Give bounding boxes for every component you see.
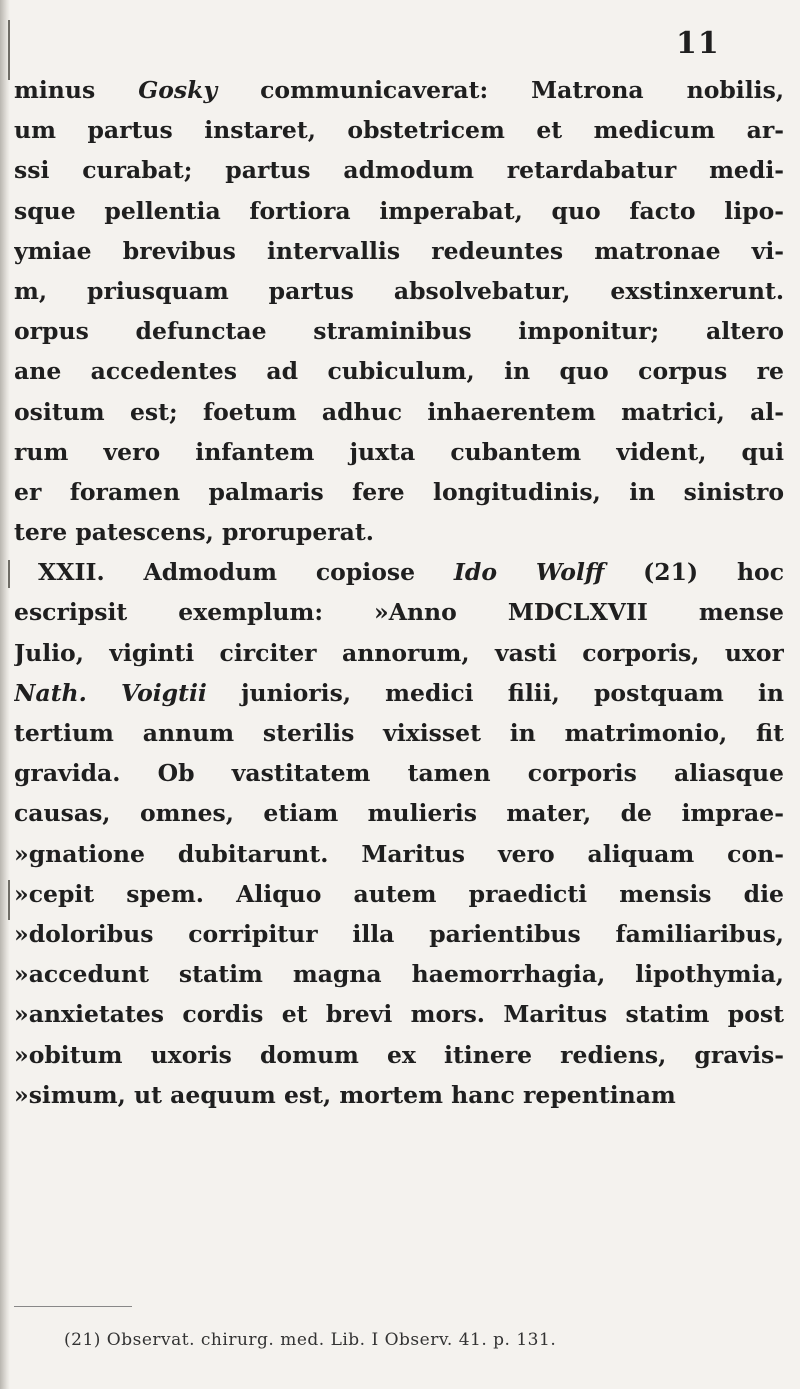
text-segment: er foramen palmaris fere longitudinis, in sinistro [14,477,784,506]
text-line [14,70,784,110]
italic-name: Gosky [138,76,218,104]
text-segment: tertium annum sterilis vixisset in matrimonio, fit [14,719,784,747]
text-line [14,713,784,753]
text-body [14,70,784,1115]
text-segment: gravida. Ob vastitatem tamen corporis aliasque [14,759,784,788]
text-line [14,874,784,914]
text-line [14,191,784,231]
page-edge-mark [8,560,10,588]
text-segment: rum vero infantem juxta cubantem vident, qui [14,437,784,466]
paragraph-case-22 [14,552,784,1115]
text-segment: »gnatione dubitarunt. Maritus vero aliquam con- [14,839,784,868]
text-segment: tere patescens, proruperat. [14,518,374,547]
text-line [14,592,784,632]
text-segment: orpus defunctae straminibus imponitur; altero [14,317,784,346]
paragraph-case-21 [14,70,784,552]
text-line [14,753,784,793]
page-spine [0,0,10,1389]
text-line [14,673,784,713]
text-line [14,633,784,673]
text-line [14,834,784,874]
text-segment: ymiae brevibus intervallis redeuntes matronae vi- [14,236,784,265]
text-line [14,271,784,311]
page-edge-mark [8,880,10,920]
footnote-divider [14,1306,132,1307]
text-segment: um partus instaret, obstetricem et medicum ar- [14,116,784,145]
text-segment: junioris, medici filii, postquam in [206,678,784,707]
page-edge-mark [8,20,10,80]
text-line [14,392,784,432]
text-line [14,512,784,552]
text-segment: ositum est; foetum adhuc inhaerentem matrici, al- [14,397,784,426]
page-number: 11 [676,26,720,61]
text-segment: »simum, ut aequum est, mortem hanc repentinam [14,1080,676,1109]
text-segment: ssi curabat; partus admodum retardabatur medi- [14,156,784,185]
text-segment: sque pellentia fortiora imperabat, quo facto lipo- [14,196,784,225]
text-line [14,150,784,190]
text-line [14,311,784,351]
text-segment: »obitum uxoris domum ex itinere rediens, gravis- [14,1040,784,1069]
text-line [14,793,784,833]
text-line [14,1075,784,1115]
italic-name: Ido Wolff [453,558,605,587]
text-line [14,231,784,271]
text-segment: »cepit spem. Aliquo autem praedicti mensis die [14,879,784,908]
text-segment: minus [14,76,139,104]
text-line [14,914,784,954]
text-line [14,954,784,994]
text-line [14,1035,784,1075]
text-segment: (21) hoc [604,558,784,587]
text-segment: causas, omnes, etiam mulieris mater, de imprae- [14,799,784,828]
text-segment: escripsit exemplum: »Anno MDCLXVII mense [14,598,784,627]
text-segment: ane accedentes ad cubiculum, in quo corpus re [14,357,784,386]
text-line [14,432,784,472]
italic-name: Nath. Voigtii [14,678,207,707]
text-line [14,994,784,1034]
text-segment: »accedunt statim magna haemorrhagia, lipothymia, [14,960,784,989]
text-segment: communicaverat: Matrona nobilis, [217,76,784,104]
text-segment: Julio, viginti circiter annorum, vasti corporis, uxor [14,638,784,667]
text-line [14,472,784,512]
text-segment: »anxietates cordis et brevi mors. Maritus statim post [14,1000,784,1029]
text-line [14,552,784,592]
text-line [14,110,784,150]
text-segment: XXII. Admodum copiose [38,558,454,587]
footnote: (21) Observat. chirurg. med. Lib. I Observ. 41. p. 131. [64,1330,557,1350]
text-segment: m, priusquam partus absolvebatur, exstinxerunt. [14,276,784,305]
text-segment: »doloribus corripitur illa parientibus familiaribus, [14,919,784,948]
text-line [14,351,784,391]
